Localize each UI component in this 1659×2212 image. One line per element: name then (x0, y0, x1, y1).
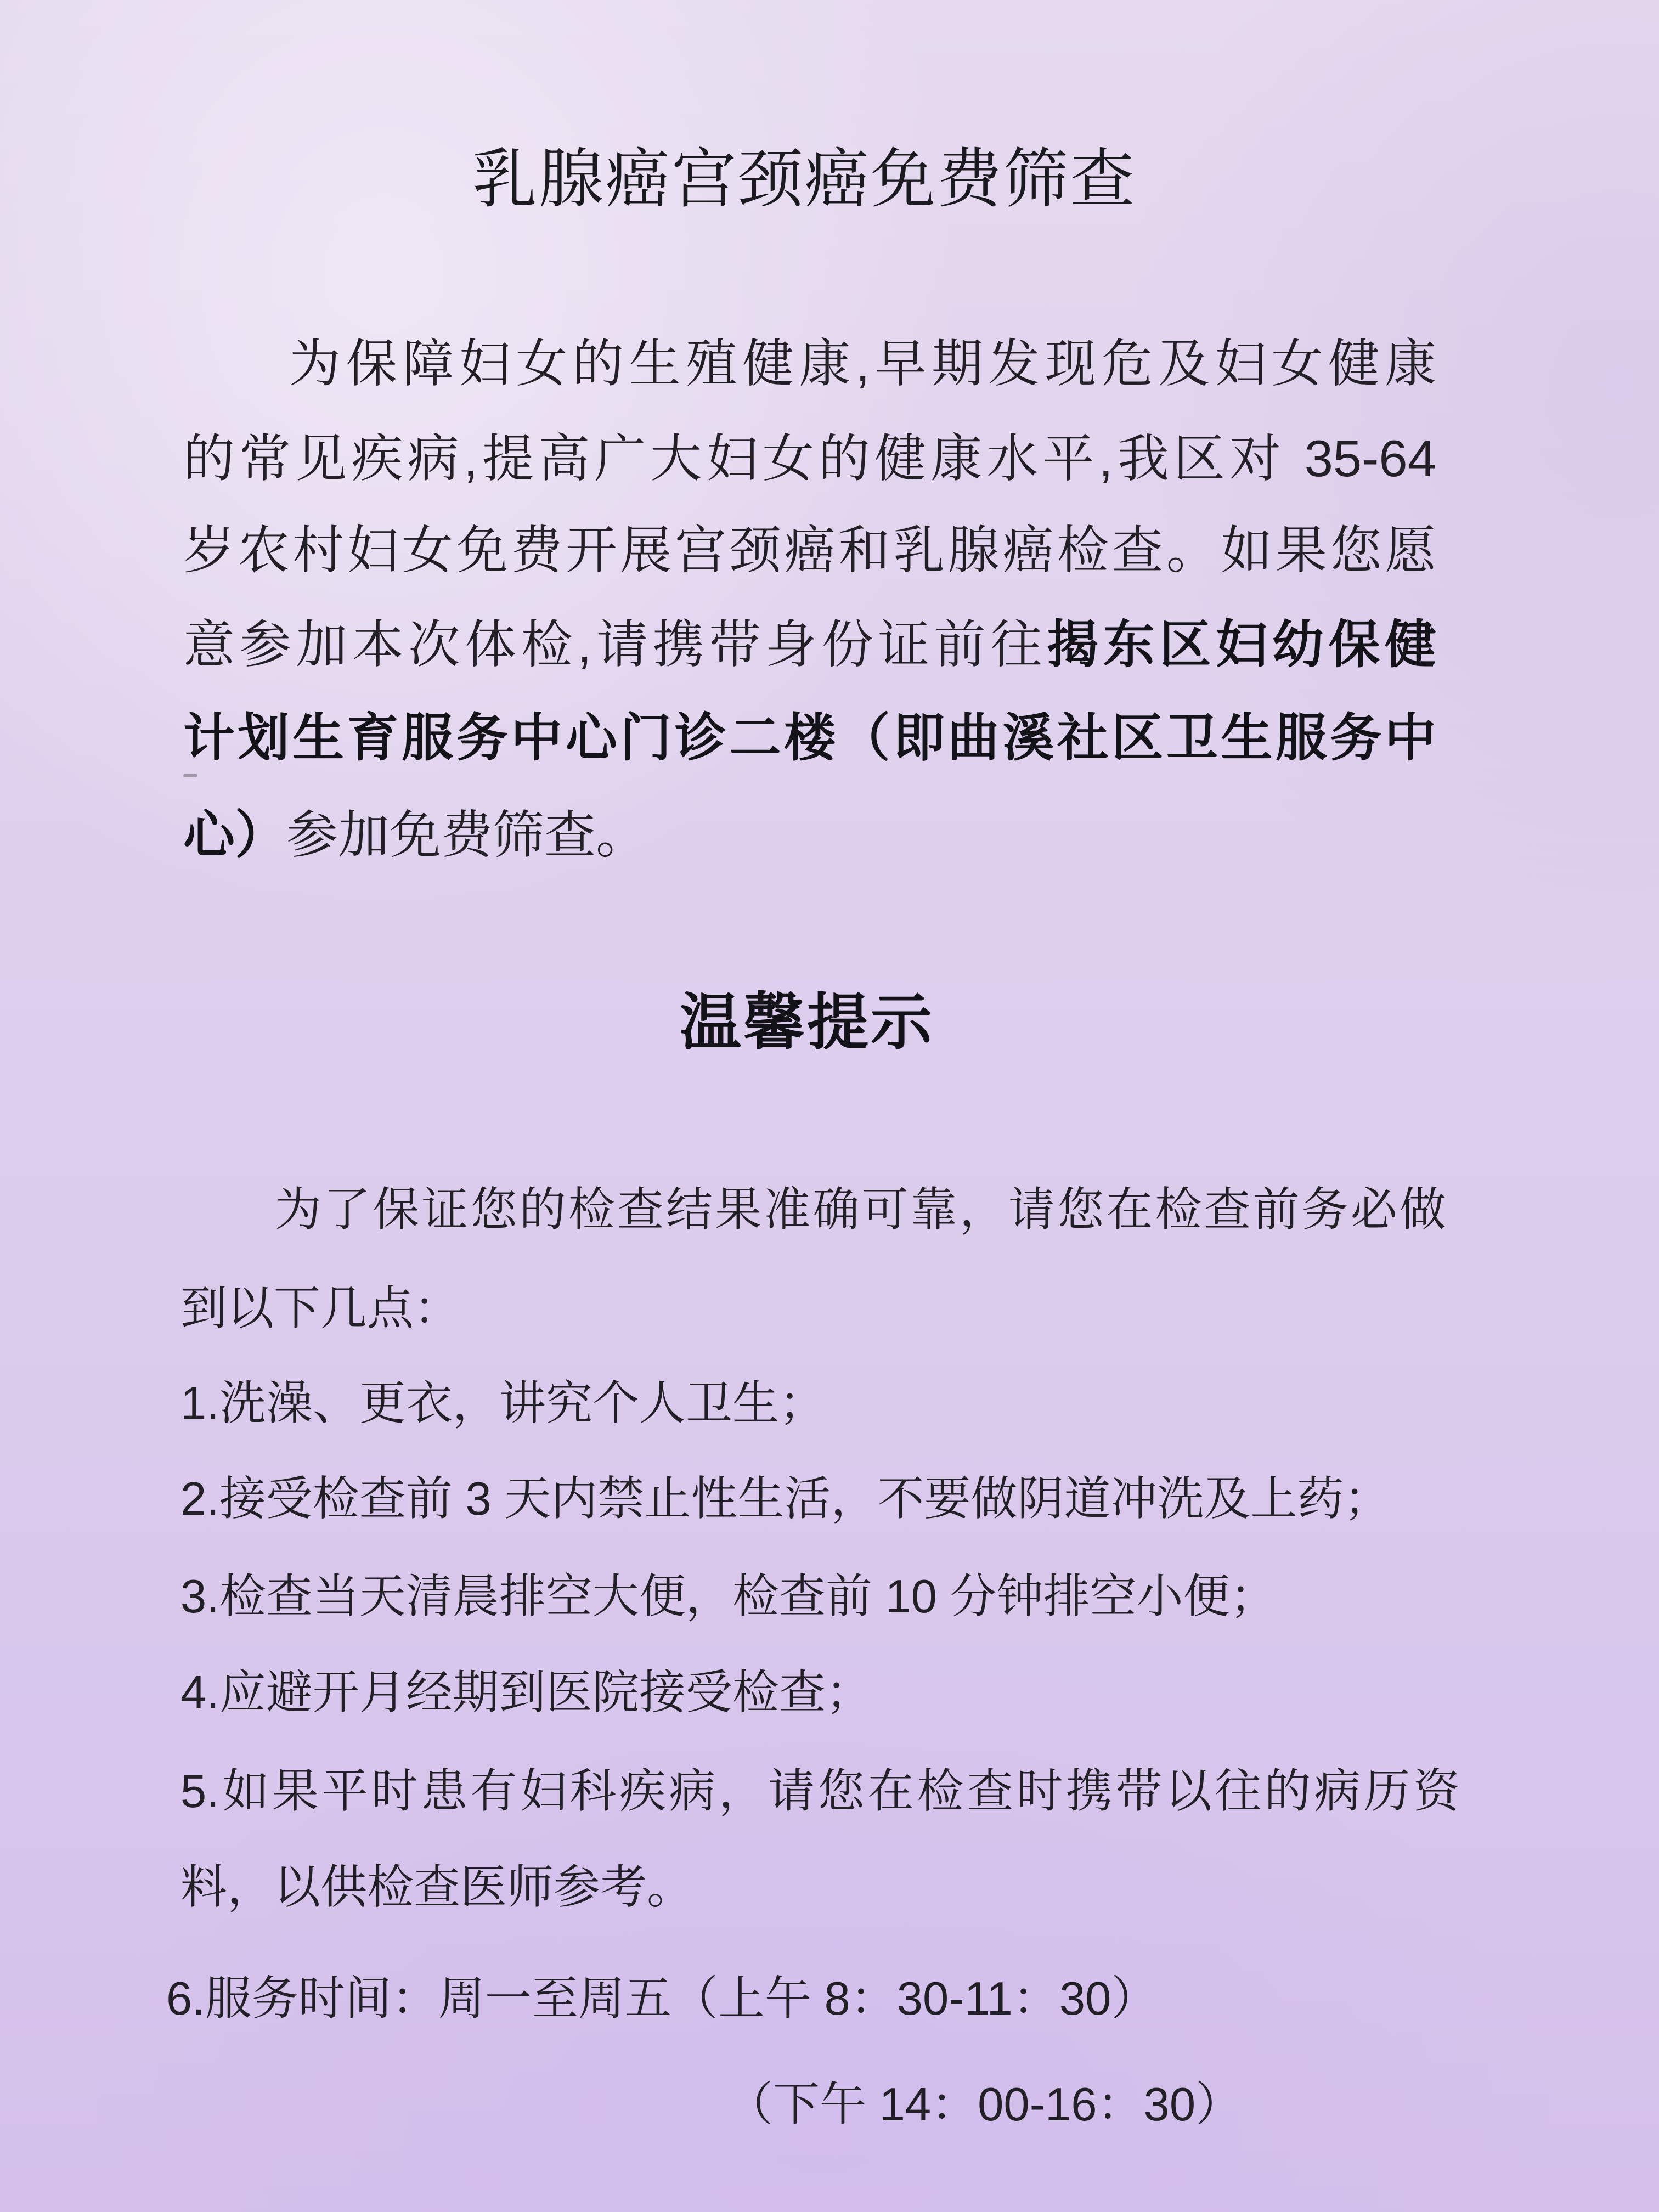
ink-smudge (183, 774, 198, 777)
intro-line-6-text: 参加免费筛查。 (286, 806, 648, 864)
tips-heading: 温馨提示 (680, 988, 934, 1057)
intro-line-3 (183, 509, 1436, 591)
intro-line-4 (183, 603, 1436, 686)
tips-item-5-line-1 (180, 1753, 1460, 1830)
tips-item-4: 4.应避开月经期到医院接受检查； (180, 1667, 872, 1719)
tips-item-5-line-2: 料，以供检查医师参考。 (180, 1861, 694, 1914)
notice-title: 乳腺癌宫颈癌免费筛查 (472, 143, 1136, 216)
tips-item-1: 1.洗澡、更衣，讲究个人卫生； (180, 1378, 826, 1430)
tips-item-6-service-hours-afternoon: （下午 14：00-16：30） (726, 2079, 1243, 2131)
tips-item-6-service-hours-morning: 6.服务时间：周一至周五（上午 8：30-11：30） (166, 1973, 1158, 2025)
intro-line-1-text: 为保障妇女的生殖健康,早期发现危及妇女健康 (289, 335, 1436, 392)
intro-line-6 (183, 794, 647, 876)
tips-item-3: 3.检查当天清晨排空大便，检查前 10 分钟排空小便； (180, 1571, 1277, 1623)
intro-line-4-bold-location: 揭东区妇幼保健 (1047, 616, 1436, 673)
tips-intro-line-1-text: 为了保证您的检查结果准确可靠，请您在检查前务必做 (275, 1184, 1446, 1236)
intro-line-6-bold-location: 心） (183, 806, 287, 864)
intro-line-5-bold-location: 计划生育服务中心门诊二楼（即曲溪社区卫生服务中 (183, 709, 1436, 766)
intro-line-3-text: 岁农村妇女免费开展宫颈癌和乳腺癌检查。如果您愿 (183, 521, 1436, 579)
intro-line-1 (289, 323, 1436, 405)
intro-line-4-text: 意参加本次体检,请携带身份证前往 (183, 616, 1047, 673)
tips-intro-line-2: 到以下几点： (180, 1283, 461, 1335)
intro-line-5 (183, 697, 1436, 779)
intro-line-2 (183, 417, 1436, 500)
tips-item-5-line-1-text: 5.如果平时患有妇科疾病，请您在检查时携带以往的病历资 (180, 1765, 1460, 1818)
tips-intro-line-1 (275, 1172, 1446, 1249)
tips-item-2: 2.接受检查前 3 天内禁止性生活，不要做阴道冲洗及上药； (180, 1473, 1391, 1525)
intro-line-2-text: 的常见疾病,提高广大妇女的健康水平,我区对 35-64 (183, 430, 1436, 487)
